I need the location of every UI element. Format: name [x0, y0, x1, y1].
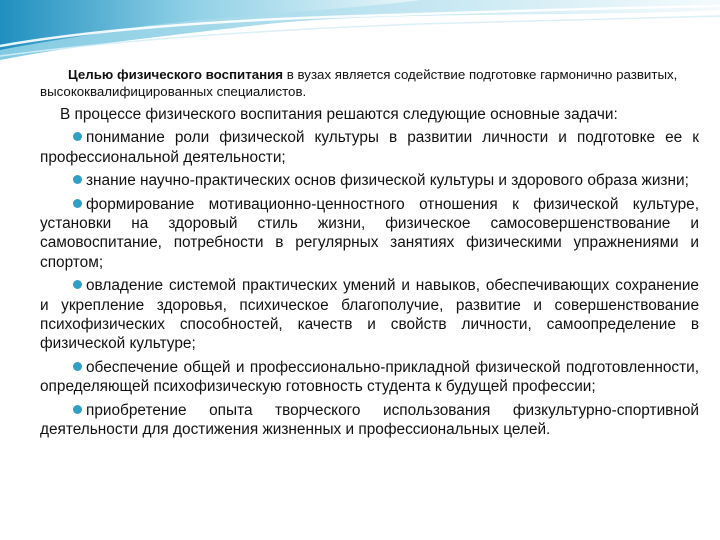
list-item — [40, 400, 699, 440]
list-item-text: понимание роли физической культуры в развитии личности и подготовке ее к профессиональной деятельности; — [40, 129, 699, 166]
list-item — [40, 194, 699, 273]
list-item-text: овладение системой практических умений и навыков, обеспечивающих сохранение и укрепление здоровья, психическое благополучие, развитие и совершенствование психофизических способностей, качеств и свойств личности, самоопределение в физической культуре; — [40, 277, 699, 353]
slide-content — [40, 66, 699, 443]
bullet-icon — [73, 362, 82, 371]
list-item-text: обеспечение общей и профессионально-прикладной физической подготовленности, определяющей психофизическую готовность студента к будущей профессии; — [40, 358, 699, 396]
intro-paragraph — [40, 66, 699, 100]
tasks-heading: В процессе физического воспитания решаются следующие основные задачи: — [60, 106, 618, 123]
bullet-icon — [73, 405, 82, 414]
bullet-icon — [73, 199, 82, 208]
intro-lead: Целью физического воспитания — [68, 67, 284, 82]
list-item-text: знание научно-практических основ физической культуры и здорового образа жизни; — [86, 172, 689, 190]
list-item — [40, 127, 699, 167]
task-list — [40, 127, 699, 439]
bullet-icon — [73, 280, 82, 289]
header-wave-decoration — [0, 0, 720, 70]
bullet-icon — [73, 132, 82, 141]
list-item — [40, 357, 699, 397]
bullet-icon — [73, 175, 82, 184]
list-item — [40, 275, 699, 354]
list-item — [40, 170, 699, 190]
list-item-text: приобретение опыта творческого использования физкультурно-спортивной деятельности для достижения жизненных и профессиональных целей. — [40, 401, 699, 439]
list-item-text: формирование мотивационно-ценностного отношения к физической культуре, установки на здоровый стиль жизни, физическое самосовершенствование и самовоспитание, потребности в регулярных занятиях физическими упражнениями и спортом; — [40, 195, 699, 271]
intro-rest: в вузах является содействие подготовке гармонично развитых, высококвалифицированных специалистов. — [40, 67, 678, 99]
